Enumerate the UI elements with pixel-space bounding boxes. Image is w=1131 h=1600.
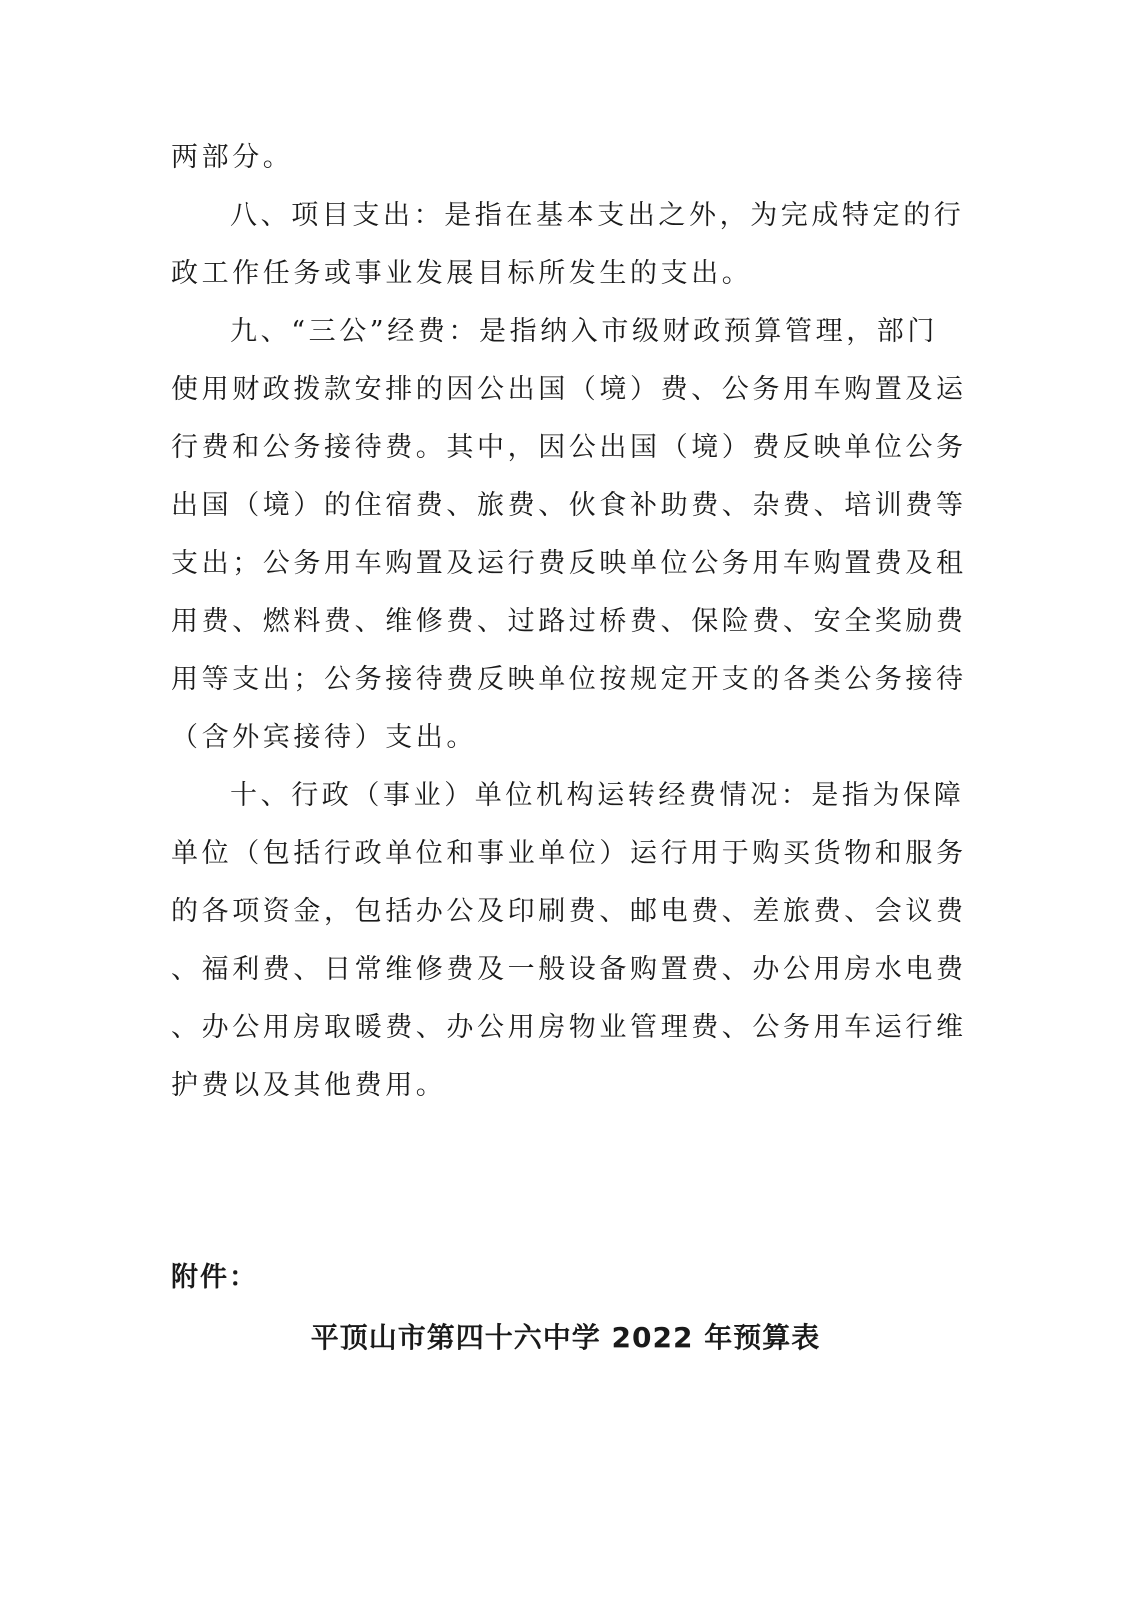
paragraph-line: 支出；公务用车购置及运行费反映单位公务用车购置费及租 (171, 548, 967, 579)
paragraph-line: 用等支出；公务接待费反映单位按规定开支的各类公务接待 (171, 664, 967, 695)
paragraph-line: 九、“三公”经费：是指纳入市级财政预算管理，部门 (230, 316, 939, 347)
paragraph-line: 十、行政（事业）单位机构运转经费情况：是指为保障 (230, 780, 965, 811)
budget-table-title: 平顶山市第四十六中学 2022 年预算表 (310, 1321, 821, 1354)
paragraph-line: 两部分。 (171, 142, 294, 173)
paragraph-line: （含外宾接待）支出。 (171, 722, 477, 753)
paragraph-line: 八、项目支出：是指在基本支出之外，为完成特定的行 (230, 200, 965, 231)
paragraph-line: 政工作任务或事业发展目标所发生的支出。 (171, 258, 753, 289)
paragraph-line: 使用财政拨款安排的因公出国（境）费、公务用车购置及运 (171, 374, 967, 405)
paragraph-line: 护费以及其他费用。 (171, 1070, 447, 1101)
paragraph-line: 、办公用房取暖费、办公用房物业管理费、公务用车运行维 (171, 1012, 967, 1043)
paragraph-line: 单位（包括行政单位和事业单位）运行用于购买货物和服务 (171, 838, 967, 869)
paragraph-line: 行费和公务接待费。其中，因公出国（境）费反映单位公务 (171, 432, 967, 463)
paragraph-line: 出国（境）的住宿费、旅费、伙食补助费、杂费、培训费等 (171, 490, 967, 521)
attachment-label: 附件： (171, 1262, 258, 1293)
paragraph-line: 用费、燃料费、维修费、过路过桥费、保险费、安全奖励费 (171, 606, 967, 637)
paragraph-line: 、福利费、日常维修费及一般设备购置费、办公用房水电费 (171, 954, 967, 985)
paragraph-line: 的各项资金，包括办公及印刷费、邮电费、差旅费、会议费 (171, 896, 967, 927)
